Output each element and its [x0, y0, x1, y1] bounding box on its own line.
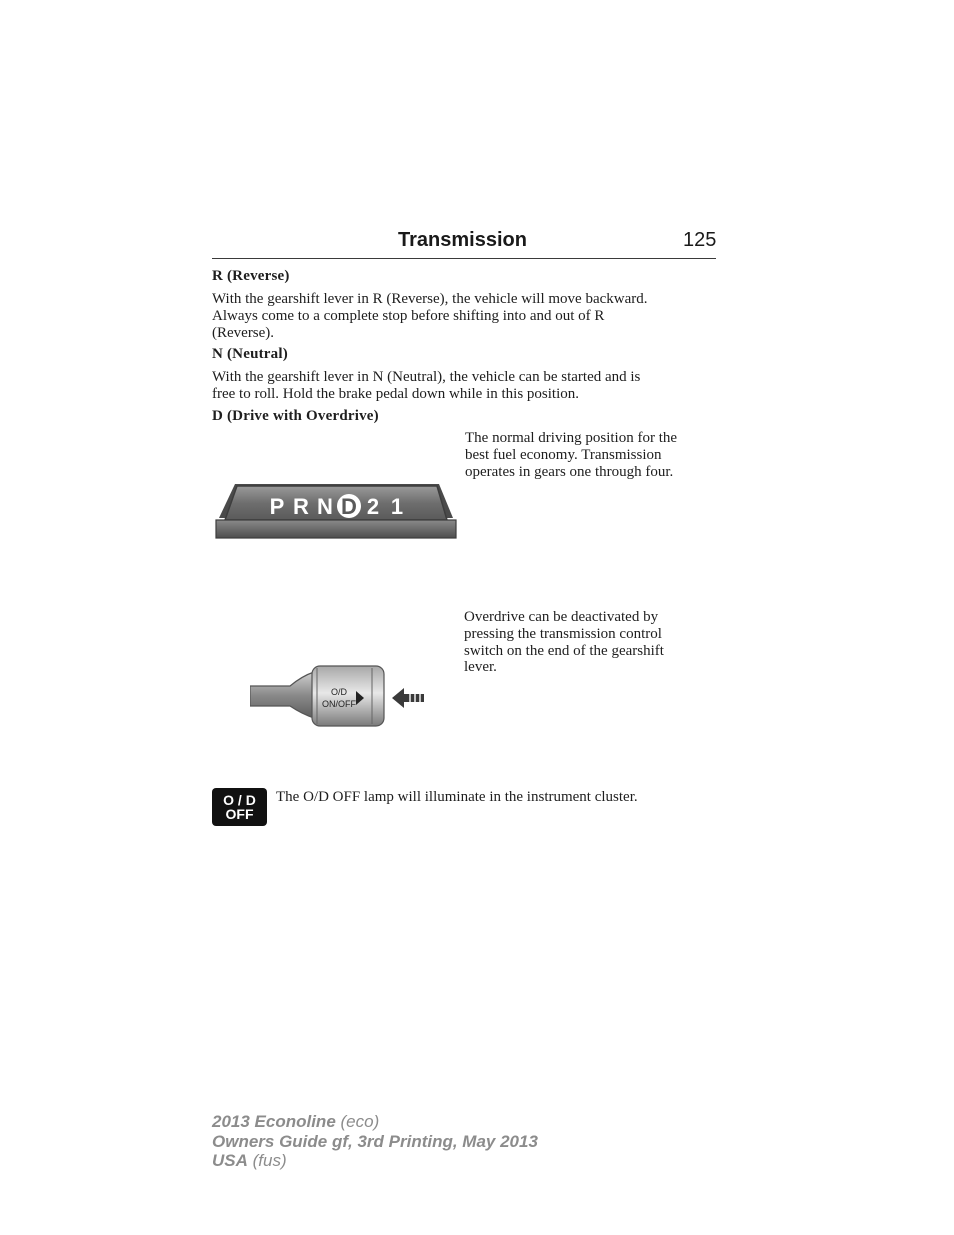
overdrive-paragraph	[464, 609, 714, 676]
drive-text-line: best fuel economy. Transmission	[465, 446, 662, 463]
drive-paragraph	[465, 430, 715, 480]
gear-label: N	[317, 494, 333, 519]
drive-heading: D (Drive with Overdrive)	[212, 408, 379, 424]
page-number: 125	[683, 229, 717, 251]
gear-label: R	[293, 494, 309, 519]
neutral-text-line: free to roll. Hold the brake pedal down while in this position.	[212, 385, 580, 402]
gearshift-lever-figure	[250, 662, 430, 732]
neutral-text-line: With the gearshift lever in N (Neutral), the vehicle can be started and is	[212, 369, 641, 385]
neutral-heading: N (Neutral)	[212, 346, 288, 362]
lever-label-od: O/D	[330, 687, 348, 697]
lever-stalk-shape	[250, 672, 314, 718]
footer-market-code: (fus)	[252, 1151, 287, 1170]
footer-line	[212, 1151, 538, 1171]
neutral-paragraph	[212, 369, 716, 403]
lamp-text: The O/D OFF lamp will illuminate in the instrument cluster.	[276, 789, 638, 805]
drive-text-line: The normal driving position for the	[465, 430, 678, 446]
overdrive-text-line: lever.	[464, 659, 497, 676]
document-footer	[212, 1112, 538, 1171]
footer-line	[212, 1112, 538, 1132]
press-direction-arrow-icon	[392, 688, 424, 708]
od-lamp-line: O / D	[223, 792, 256, 808]
indicator-body-shape	[225, 486, 447, 520]
header-divider	[212, 258, 716, 259]
gear-label: 2	[366, 494, 380, 519]
reverse-text-line: Always come to a complete stop before shifting into and out of R	[212, 307, 605, 324]
page-title: Transmission	[398, 229, 527, 251]
gear-indicator-figure	[215, 480, 457, 542]
reverse-paragraph	[212, 291, 716, 341]
overdrive-text-line: switch on the end of the gearshift	[464, 642, 664, 659]
footer-model-code: (eco)	[340, 1112, 380, 1131]
drive-text-line: operates in gears one through four.	[465, 463, 674, 480]
od-lamp-line: OFF	[225, 806, 254, 822]
reverse-heading: R (Reverse)	[212, 268, 290, 284]
od-off-lamp-icon	[212, 788, 267, 826]
indicator-base-shape	[216, 520, 456, 538]
overdrive-text-line: Overdrive can be deactivated by	[464, 609, 659, 625]
footer-market: USA	[212, 1151, 248, 1170]
lever-knob-shape	[312, 666, 384, 726]
footer-line	[212, 1132, 538, 1152]
gear-label: D	[341, 494, 357, 519]
footer-printing: Owners Guide gf, 3rd Printing, May 2013	[212, 1131, 538, 1151]
gear-label: 1	[390, 494, 404, 519]
lever-label-on-off: ON/OFF	[322, 699, 356, 709]
reverse-text-line: With the gearshift lever in R (Reverse), the vehicle will move backward.	[212, 291, 648, 307]
gear-label: P	[269, 494, 285, 519]
reverse-text-line: (Reverse).	[212, 324, 275, 341]
footer-model: 2013 Econoline	[212, 1112, 336, 1131]
overdrive-text-line: pressing the transmission control	[464, 625, 662, 642]
